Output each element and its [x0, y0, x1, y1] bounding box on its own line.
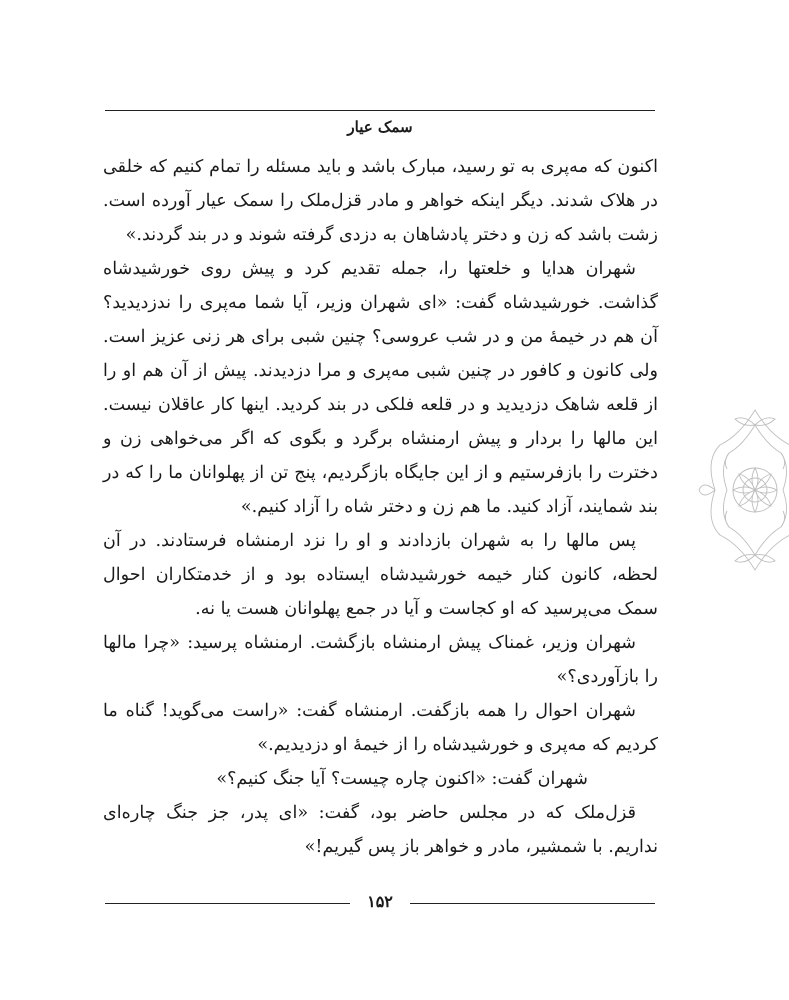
paragraph-4: شهران وزیر، غمناک پیش ارمنشاه بازگشت. ارمنشاه پرسید: «چرا مالها را بازآوردی؟»	[103, 633, 658, 687]
paragraph-2: شهران هدایا و خلعتها را، جمله تقدیم کرد و پیش روی خورشیدشاه گذاشت. خورشیدشاه گفت: «ای شهران وزیر، آیا شما مه‌پری را ندزدیدید؟ آن هم در خیمهٔ من و در شب عروسی؟ چنین شبی برای هر زنی عزیز است. ولی کانون و کافور در چنین شبی مه‌پری و مرا دزدیدند. پیش از آن هم او را از قلعه شاهک دزدیدید و در قلعه فلکی در بند کردید. اینها کار عاقلان نیست. این مالها را بردار و پیش ارمنشاه برگرد و بگوی که اگر می‌خواهی زن و دخترت را بازفرستیم و از این جایگاه بازگردیم، پنج تن از پهلوانان ما را که در بند شمایند، آزاد کنید. ما هم زن و دختر شاه را آزاد کنیم.»	[103, 259, 658, 517]
body-text	[103, 150, 658, 864]
footer-rule-right	[410, 903, 655, 904]
page-number: ۱۵۲	[367, 892, 393, 911]
page-footer	[105, 892, 655, 912]
decorative-ornament-icon	[695, 405, 789, 575]
paragraph-7: قزل‌ملک که در مجلس حاضر بود، گفت: «ای پدر، جز جنگ چاره‌ای نداریم. با شمشیر، مادر و خواهر باز پس گیریم!»	[103, 803, 658, 857]
running-head: سمک عیار	[347, 118, 413, 136]
paragraph-3: پس مالها را به شهران بازدادند و او را نزد ارمنشاه فرستادند. در آن لحظه، کانون کنار خیمه خورشیدشاه ایستاده بود و از خدمتکاران احوال سمک می‌پرسید که او کجاست و آیا در جمع پهلوانان هست یا نه.	[103, 531, 658, 619]
paragraph-1: اکنون که مه‌پری به تو رسید، مبارک باشد و باید مسئله را تمام کنیم که خلقی در هلاک شدند. دیگر اینکه خواهر و مادر قزل‌ملک را سمک عیار آورده است. زشت باشد که زن و دختر پادشاهان به دزدی گرفته شوند و در بند گردند.»	[103, 157, 658, 245]
paragraph-6: شهران گفت: «اکنون چاره چیست؟ آیا جنگ کنیم؟»	[216, 769, 588, 789]
footer-rule-left	[105, 903, 350, 904]
paragraph-5: شهران احوال را همه بازگفت. ارمنشاه گفت: «راست می‌گوید! گناه ما کردیم که مه‌پری و خورشیدشاه را از خیمهٔ او دزدیدیم.»	[103, 701, 658, 755]
header-rule	[105, 110, 655, 111]
